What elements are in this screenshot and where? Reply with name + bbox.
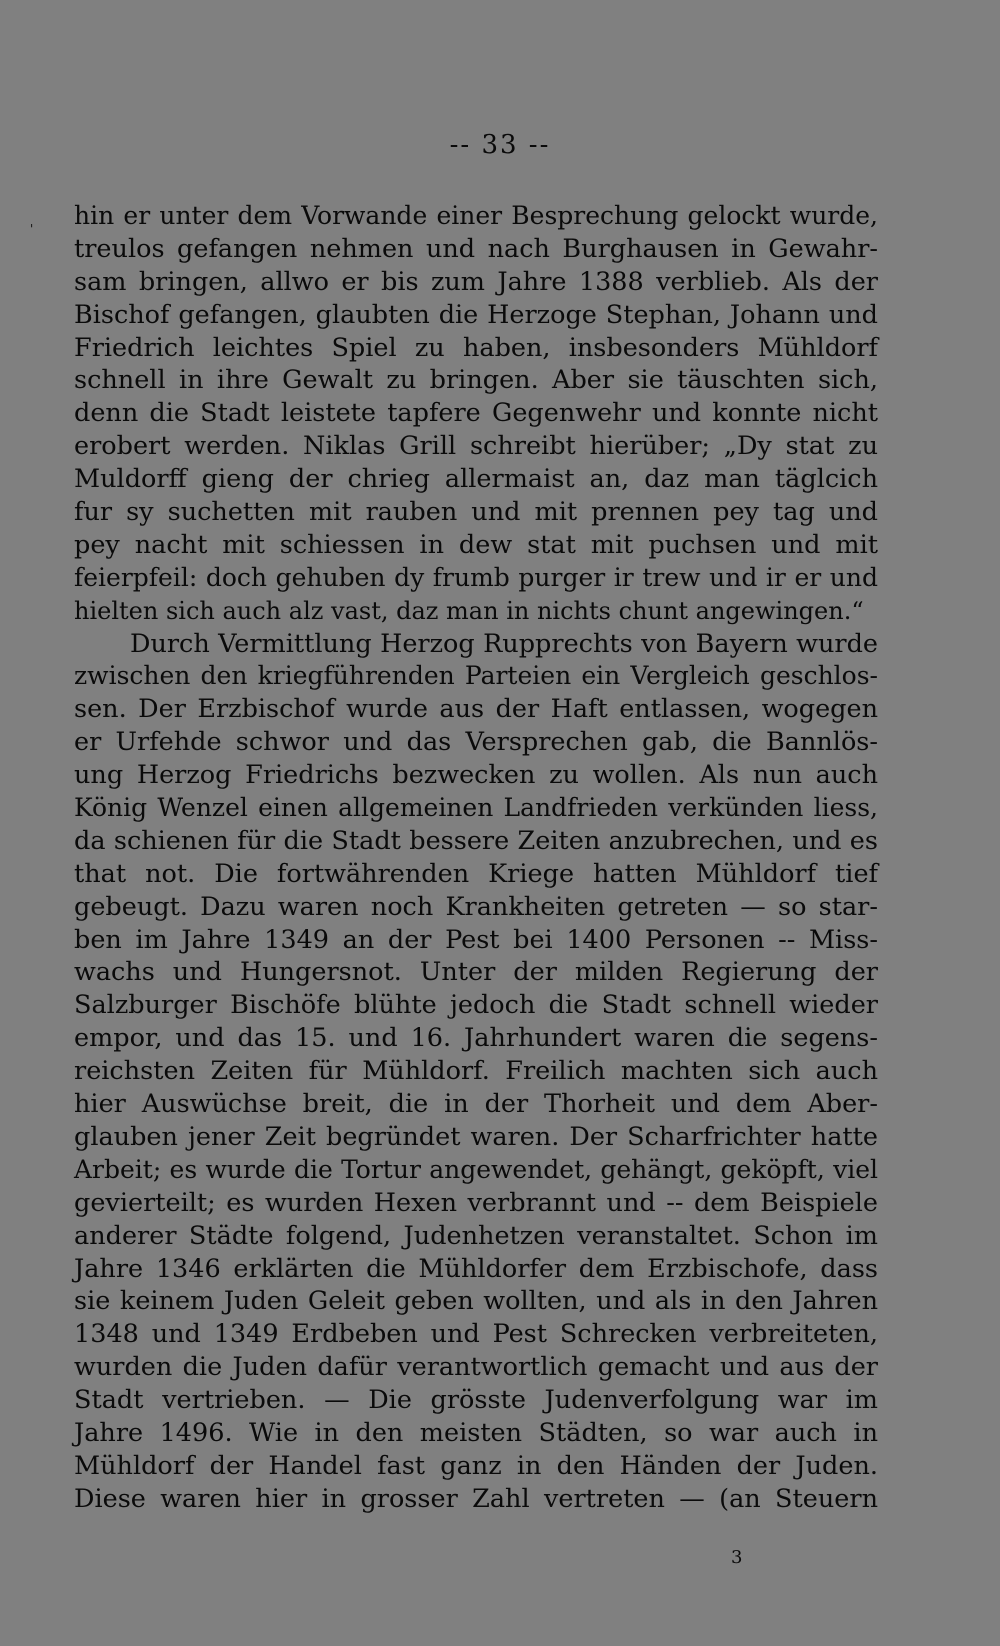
text-line: reichsten Zeiten für Mühldorf. Freilich machten sich auch [74, 1056, 878, 1087]
text-line: gebeugt. Dazu waren noch Krankheiten getreten — so star- [74, 891, 878, 922]
text-line: schnell in ihre Gewalt zu bringen. Aber sie täuschten sich, [74, 365, 878, 396]
text-line: hin er unter dem Vorwande einer Besprechung gelockt wurde, [74, 201, 878, 230]
text-line: er Urfehde schwor und das Versprechen gab, die Bannlös- [74, 727, 878, 758]
text-line: gevierteilt; es wurden Hexen verbrannt und -- dem Beispiele [74, 1187, 878, 1218]
text-line: Friedrich leichtes Spiel zu haben, insbesonders Mühldorf [74, 332, 878, 363]
text-line: Bischof gefangen, glaubten die Herzoge Stephan, Johann und [74, 299, 878, 330]
margin-mark: ' [30, 222, 34, 236]
text-line: sam bringen, allwo er bis zum Jahre 1388 verblieb. Als der [74, 266, 878, 297]
text-line: feierpfeil: doch gehuben dy frumb purger ir trew und ir er und [74, 562, 878, 592]
text-line: sie keinem Juden Geleit geben wollten, und als in den Jahren [74, 1286, 878, 1317]
text-line: hier Auswüchse breit, die in der Thorheit und dem Aber- [74, 1089, 878, 1120]
text-line: erobert werden. Niklas Grill schreibt hierüber; „Dy stat zu [74, 431, 878, 462]
text-line: Arbeit; es wurde die Tortur angewendet, gehängt, geköpft, viel [74, 1154, 878, 1184]
text-line: König Wenzel einen allgemeinen Landfrieden verkünden liess, [74, 793, 878, 823]
text-line: Durch Vermittlung Herzog Rupprechts von Bayern wurde [130, 628, 878, 659]
text-line: that not. Die fortwährenden Kriege hatten Mühldorf tief [74, 858, 878, 889]
text-line: treulos gefangen nehmen und nach Burghausen in Gewahr- [74, 233, 878, 264]
text-line: wurden die Juden dafür verantwortlich gemacht und aus der [74, 1352, 878, 1383]
text-line: hielten sich auch alz vast, daz man in nichts chunt angewingen.“ [74, 596, 864, 625]
text-line: sen. Der Erzbischof wurde aus der Haft entlassen, wogegen [74, 694, 878, 725]
text-line: Salzburger Bischöfe blühte jedoch die Stadt schnell wieder [74, 990, 878, 1021]
text-line: da schienen für die Stadt bessere Zeiten anzubrechen, und es [74, 825, 878, 856]
text-line: pey nacht mit schiessen in dew stat mit puchsen und mit [74, 529, 878, 560]
text-line: glauben jener Zeit begründet waren. Der Scharfrichter hatte [74, 1121, 878, 1152]
text-line: ben im Jahre 1349 an der Pest bei 1400 Personen -- Miss- [74, 924, 878, 955]
text-line: ung Herzog Friedrichs bezwecken zu wollen. Als nun auch [74, 760, 878, 791]
text-line: wachs und Hungersnot. Unter der milden Regierung der [74, 957, 878, 988]
text-line: Stadt vertrieben. — Die grösste Judenverfolgung war im [74, 1385, 878, 1416]
text-line: Muldorff gieng der chrieg allermaist an, daz man täglcich [74, 464, 878, 495]
text-line: Diese waren hier in grosser Zahl vertreten — (an Steuern [74, 1483, 878, 1514]
body-text [74, 200, 878, 1516]
text-line: denn die Stadt leistete tapfere Gegenwehr und konnte nicht [74, 398, 878, 429]
text-line: 1348 und 1349 Erdbeben und Pest Schrecken verbreiteten, [74, 1319, 878, 1350]
signature-mark: 3 [731, 1547, 743, 1568]
text-line: anderer Städte folgend, Judenhetzen veranstaltet. Schon im [74, 1220, 878, 1251]
text-line: Jahre 1496. Wie in den meisten Städten, so war auch in [74, 1417, 878, 1448]
text-line: empor, und das 15. und 16. Jahrhundert waren die segens- [74, 1023, 878, 1054]
text-line: Jahre 1346 erklärten die Mühldorfer dem Erzbischofe, dass [74, 1253, 878, 1284]
page-number: -- 33 -- [449, 130, 551, 160]
text-line: fur sy suchetten mit rauben und mit prennen pey tag und [74, 497, 878, 528]
text-line: Mühldorf der Handel fast ganz in den Händen der Juden. [74, 1450, 878, 1481]
text-line: zwischen den kriegführenden Parteien ein Vergleich geschlos- [74, 661, 878, 691]
